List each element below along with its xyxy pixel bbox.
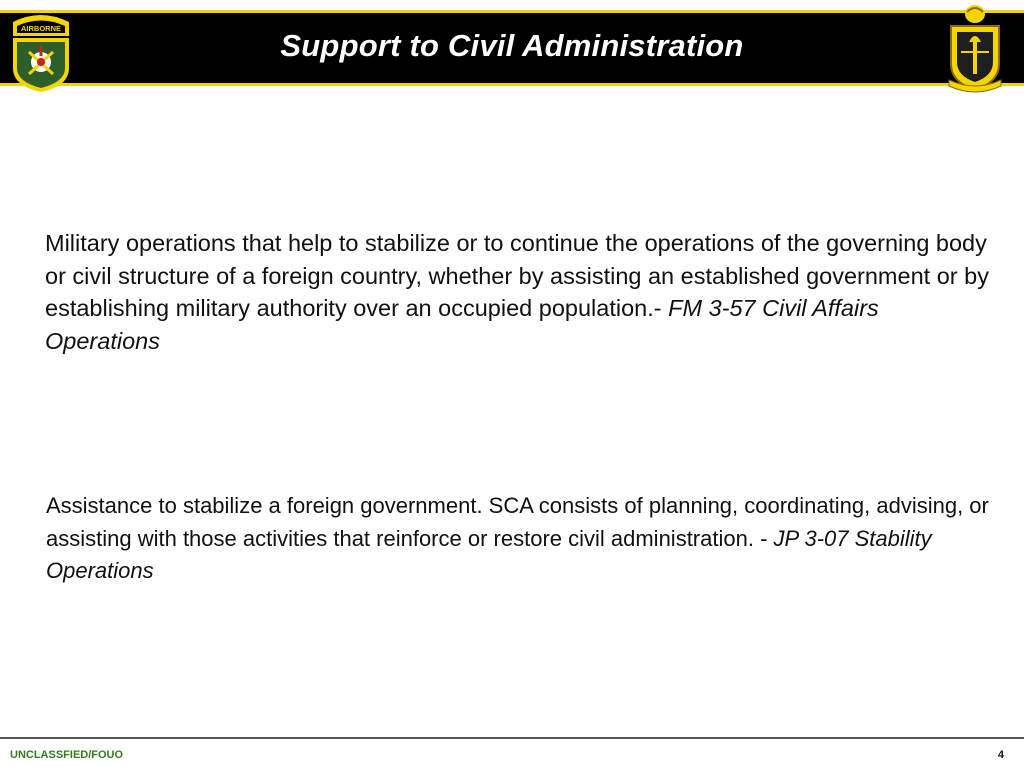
citation-fm-3-57: FM 3-57 Civil Affairs Operations: [45, 295, 879, 354]
definition-text: Military operations that help to stabilize or to continue the operations of the governing body or civil structure of a foreign country, whether by assisting an established government or by establishing military authority over an occupied population.-: [45, 230, 989, 321]
regimental-crest-logo: [945, 2, 1005, 96]
page-title: Support to Civil Administration: [280, 28, 744, 63]
definition-paragraph-fm: [45, 227, 995, 357]
footer-divider: [0, 737, 1024, 739]
page-number: 4: [997, 749, 1004, 761]
definition-paragraph-jp: [46, 490, 996, 588]
definition-text: Assistance to stabilize a foreign government. SCA consists of planning, coordinating, advising, or assisting with those activities that reinforce or restore civil administration. -: [46, 493, 989, 551]
citation-jp-3-07: JP 3-07 Stability Operations: [46, 525, 932, 583]
airborne-tab-text: AIRBORNE: [20, 24, 62, 33]
classification-label: UNCLASSFIED/FOUO: [10, 749, 124, 761]
airborne-patch-logo: [9, 6, 73, 94]
